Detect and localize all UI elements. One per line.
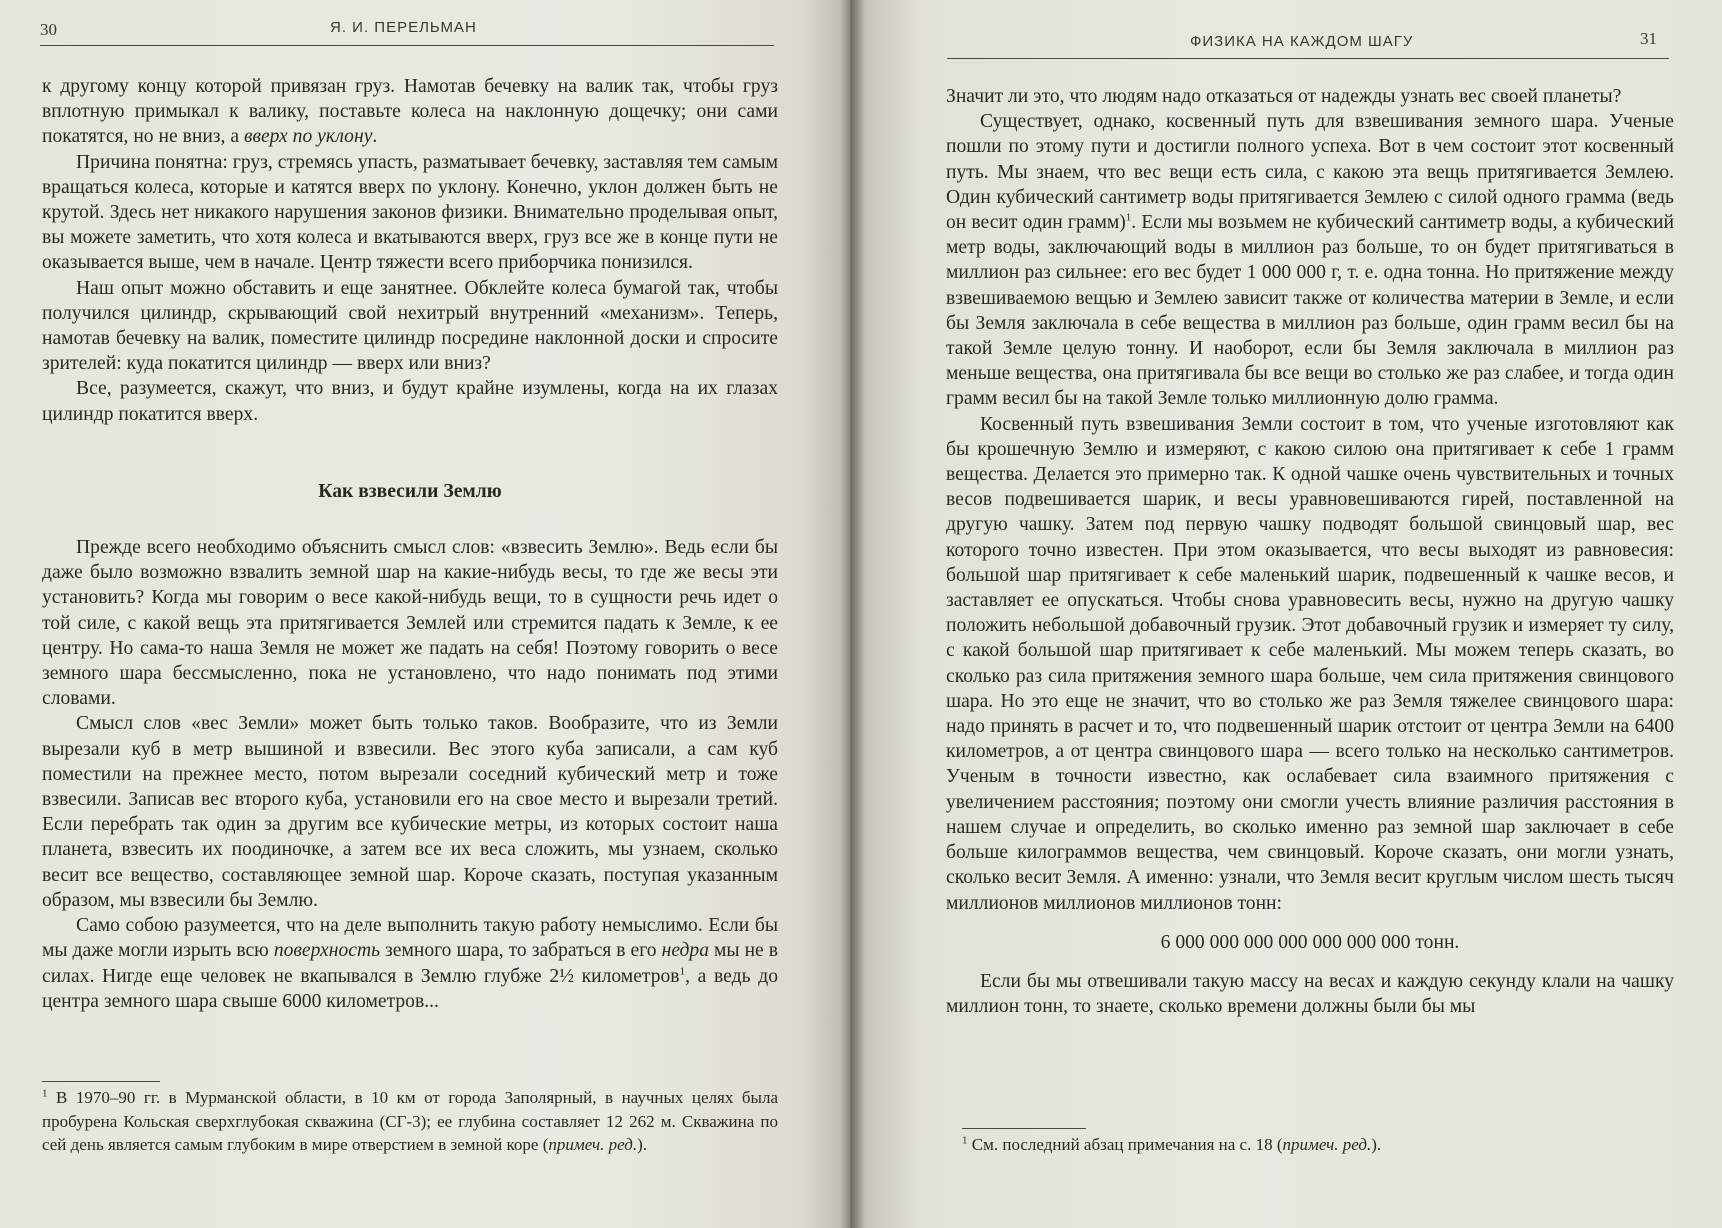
book-gutter — [840, 0, 864, 1228]
paragraph: Все, разумеется, скажут, что вниз, и будут крайне изумлены, когда на их глазах цилиндр покатится вверх. — [42, 378, 778, 425]
left-page — [0, 0, 852, 1228]
header-rule-left — [40, 45, 774, 46]
paragraph: Причина понятна: груз, стремясь упасть, разматывает бечевку, заставляя тем самым вращаться колеса, которые и катятся вверх по уклону. Конечно, уклон должен быть не крутой. Здесь нет никакого нарушения законов физики. Внимательно проделывая опыт, вы можете заметить, что хотя колеса и вкатываются вверх, груз все же в конце пути не оказывается выше, чем в начале. Центр тяжести всего приборчика понизился. — [42, 151, 778, 274]
formula: 6 000 000 000 000 000 000 000 тонн. — [1160, 931, 1460, 953]
paragraph: Если бы мы отвешивали такую массу на весах и каждую секунду клали на чашку миллион тонн, то знаете, сколько времени должны были бы мы — [946, 970, 1674, 1018]
footnote-text: $^1$ См. последний абзац примечания на с. 18 (примеч. ред.). — [962, 1134, 1382, 1154]
running-head-right: ФИЗИКА НА КАЖДОМ ШАГУ — [1190, 33, 1414, 50]
footnote-rule-right — [962, 1128, 1086, 1129]
left-body-text — [42, 74, 778, 1014]
footnote-ref: 1 — [1125, 211, 1132, 224]
right-page — [850, 0, 1722, 1228]
paragraph: Наш опыт можно обставить и еще занятнее. Обклейте колеса бумагой так, чтобы получился цилиндр, скрывающий свой нехитрый внутренний «механизм». Теперь, намотав бечевку на валик, поместите цилиндр посредине наклонной доски и спросите зрителей: куда покатится цилиндр — вверх или вниз? — [42, 277, 778, 375]
right-body-text — [946, 84, 1674, 1019]
page-number-left: 30 — [40, 20, 57, 39]
footnote-left — [42, 1086, 778, 1157]
paragraph: Косвенный путь взвешивания Земли состоит в том, что ученые изготовляют как бы крошечную Землю и измеряют, с какою силою она притягивает к себе 1 грамм вещества. Делается это примерно так. К одной чашке очень чувствительных и точных весов подвешивается шарик, и весы уравновешиваются гирей, поставленной на другую чашку. Затем под первую чашку подводят большой свинцовый шар, вес которого точно известен. При этом оказывается, что весы выходят из равновесия: большой шар притягивает к себе маленький шарик, подвешенный к чашке весов, и заставляет ее опускаться. Чтобы снова уравновесить весы, нужно на другую чашку положить небольшой добавочный грузик. Этот добавочный грузик и измеряет ту силу, с какой большой шар притягивает к себе маленький. Мы можем теперь сказать, во сколько раз сила притяжения земного шара больше, чем сила притяжения свинцового шара. Но это еще не значит, что во столько же раз Земля тяжелее свинцового шара: надо принять в расчет и то, что подвешенный шарик отстоит от центра Земли на 6400 километров, а от центра свинцового шара — всего только на несколько сантиметров. Ученым в точности известно, как ослабевает сила взаимного притяжения с увеличением расстояния; поэтому они смогли учесть влияние различия расстояния в нашем случае и определить, во сколько именно раз земной шар заключает в себе больше килограммов вещества, чем свинцовый. Короче сказать, они могли узнать, сколько весит Земля. А именно: узнали, что Земля весит круглым числом шесть тысяч миллионов миллионов миллионов тонн: — [946, 413, 1674, 914]
paragraph: к другому концу которой привязан груз. Намотав бечевку на валик так, чтобы груз вплотную примыкал к валику, поставьте колеса на наклонную дощечку; они сами покатятся, но не вниз, а вверх по уклону. — [42, 76, 778, 148]
paragraph: Само собою разумеется, что на деле выполнить такую работу немыслимо. Если бы мы даже могли изрыть всю поверхность земного шара, то забраться в его недра мы не в силах. Нигде еще человек не вкапывался в Землю глубже 2½ километров$^1$, а ведь до центра земного шара свыше 6000 километров... — [42, 915, 778, 1012]
section-title: Как взвесили Землю — [318, 480, 502, 502]
paragraph: Смысл слов «вес Земли» может быть только таков. Вообразите, что из Земли вырезали куб в метр вышиной и взвесили. Вес этого куба записали, а сам куб поместили на прежнее место, потом вырезали соседний кубический метр и тоже взвесили. Записав вес второго куба, установили его на свое место и вырезали третий. Если перебрать так один за другим все кубические метры, из которых состоит наша планета, взвесить их поодиночке, а затем все их веса сложить, мы узнаем, сколько весит все вещество, составляющее земной шар. Короче сказать, поступая указанным образом, мы взвесили бы Землю. — [42, 713, 778, 911]
footnote-right — [962, 1133, 1674, 1157]
header-rule-right — [947, 58, 1669, 59]
running-head-left: Я. И. ПЕРЕЛЬМАН — [330, 19, 477, 36]
footnote-rule-left — [42, 1081, 160, 1082]
paragraph: Существует, однако, косвенный путь для взвешивания земного шара. Ученые пошли по этому пути и достигли полного успеха. Вот в чем состоит этот косвенный путь. Мы знаем, что вес вещи есть сила, с какою эта вещь притягивается Землею. Один кубический сантиметр воды притягивается Землею с силой одного грамма (ведь он весит один грамм)$^1$. Если мы возьмем не кубический сантиметр воды, а кубический метр воды, заключающий воды в миллион раз больше, то он будет притягиваться в миллион раз сильнее: его вес будет 1 000 000 г, т. е. одна тонна. Но притяжение между взвешиваемою вещью и Землею зависит также от количества материи в Земле, и если бы Земля заключала в себе вещества в миллион раз больше, один грамм весил бы на такой Земле целую тонну. И наоборот, если бы Земля заключала в миллион раз меньше вещества, она притягивала бы все вещи во столько же раз слабее, и тогда один грамм весил бы на такой Земле только миллионную долю грамма. — [946, 111, 1674, 410]
paragraph: Значит ли это, что людям надо отказаться от надежды узнать вес своей планеты? — [946, 86, 1622, 107]
footnote-text: $^1$ В 1970–90 гг. в Мурманской области, в 10 км от города Заполярный, в научных целях была пробурена Кольская сверхглубокая скважина (СГ-3); ее глубина составляет 12 262 м. Скважина по сей день является самым глубоким в мире отверстием в земной коре (примеч. ред.). — [42, 1087, 778, 1154]
paragraph: Прежде всего необходимо объяснить смысл слов: «взвесить Землю». Ведь если бы даже было возможно взвалить земной шар на какие-нибудь весы, то где же весы эти установить? Когда мы говорим о весе какой-нибудь вещи, то в сущности речь идет о той силе, с какой вещь эта притягивается Землей или стремится падать к Земле, к ее центру. Но сама-то наша Земля не может же падать на себя! Поэтому говорить о весе земного шара бессмысленно, пока не установлено, что надо понимать под этими словами. — [42, 537, 778, 710]
footnote-ref: 1 — [679, 964, 686, 977]
page-number-right: 31 — [1640, 29, 1657, 48]
